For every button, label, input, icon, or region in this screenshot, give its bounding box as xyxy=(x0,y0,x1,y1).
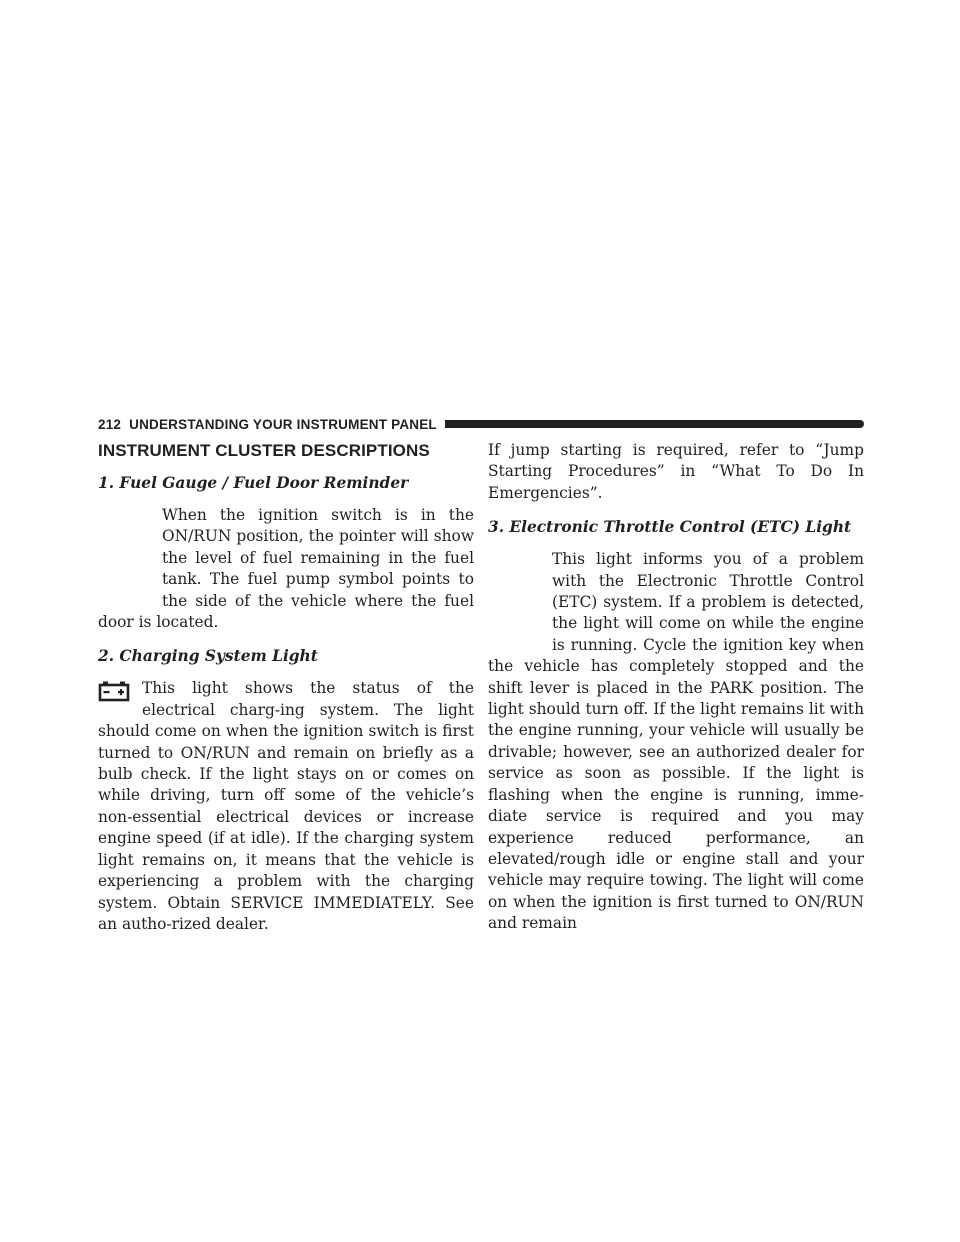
running-header xyxy=(98,417,864,431)
page-number: 212 xyxy=(98,416,122,432)
item2-paragraph xyxy=(98,678,474,935)
item1-text: When the ignition switch is in the ON/RUN position, the pointer will show the level of fuel remaining in the fuel tank. The fuel pump symbol points to the side of the vehicle where the fuel door is located. xyxy=(98,506,474,632)
item3-text: This light informs you of a problem with the Electronic Throttle Control (ETC) system. If a problem is detected, the light will come on while the engine is running. Cycle the ignition key when the vehicle has completely stopped and the shift lever is placed in the PARK position. The light should turn off. If the light remains lit with the engine running, your vehicle will usually be drivable; however, see an authorized dealer for service as soon as possible. If the light is flashing when the engine is running, imme-diate service is required and you may experience reduced performance, an elevated/rough idle or engine stall and your vehicle may require towing. The light will come on when the ignition is first turned to ON/RUN and remain xyxy=(488,550,864,933)
battery-icon xyxy=(98,678,142,718)
left-column xyxy=(98,440,474,945)
item2-heading: 2. Charging System Light xyxy=(98,647,318,666)
right-column xyxy=(488,440,864,945)
etc-light-icon-area xyxy=(488,549,552,637)
running-title: UNDERSTANDING YOUR INSTRUMENT PANEL xyxy=(129,416,437,432)
item1-heading: 1. Fuel Gauge / Fuel Door Reminder xyxy=(98,474,409,492)
item3-paragraph xyxy=(488,549,864,934)
item1-paragraph xyxy=(98,505,474,633)
jump-start-paragraph: If jump starting is required, refer to “Jump Starting Procedures” in “What To Do In Emergencies”. xyxy=(488,441,864,502)
item2-text: This light shows the status of the electrical charg-ing system. The light should come on when the ignition switch is first turned to ON/RUN and remain on briefly as a bulb check. If the light stays on or comes on while driving, turn off some of the vehicle’s non-essential electrical devices or increase engine speed (if at idle). If the charging system light remains on, it means that the vehicle is experiencing a problem with the charging system. Obtain SERVICE IMMEDIATELY. See an autho-rized dealer. xyxy=(98,679,474,933)
fuel-gauge-icon-area xyxy=(98,505,162,593)
item3-heading: 3. Electronic Throttle Control (ETC) Light xyxy=(488,518,852,537)
section-title: INSTRUMENT CLUSTER DESCRIPTIONS xyxy=(98,441,430,460)
header-rule xyxy=(445,420,864,428)
